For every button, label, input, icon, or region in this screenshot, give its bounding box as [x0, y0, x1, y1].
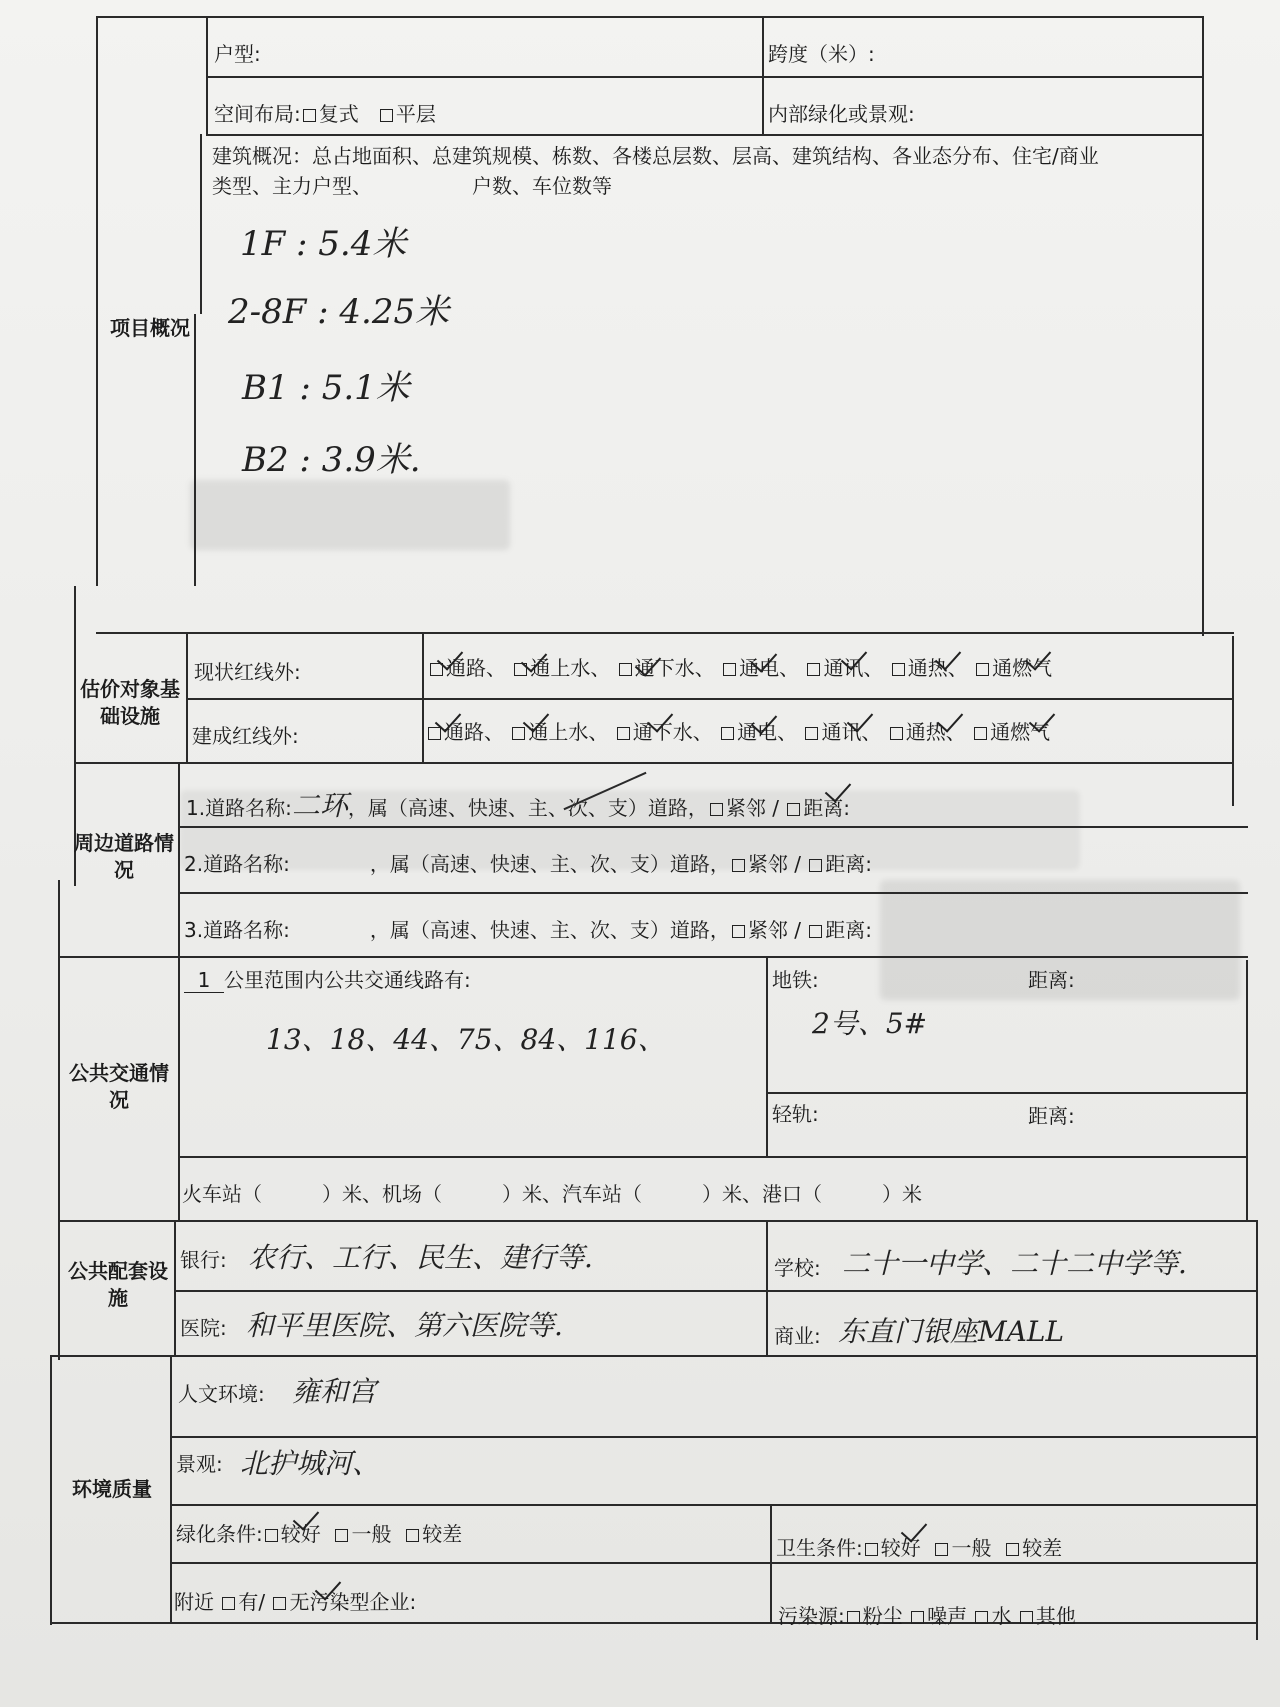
road-1-class: ，属（高速、快速、主、次、支）道路，: [347, 796, 708, 820]
sanitation-normal-checkbox[interactable]: [935, 1543, 948, 1556]
road-1-distance-checkbox[interactable]: [787, 803, 800, 816]
sanitation-good-label: 较好: [880, 1536, 921, 1560]
other-label: 其他: [1035, 1604, 1076, 1628]
water-supply-label: 通上水、: [530, 656, 611, 680]
power-label: 通电、: [737, 720, 798, 744]
flat-checkbox[interactable]: [380, 109, 393, 122]
greening-normal-checkbox[interactable]: [335, 1529, 348, 1542]
noise-label: 噪声: [927, 1604, 968, 1628]
subway-distance-label: 距离:: [1028, 968, 1075, 992]
drainage-label: 通下水、: [632, 720, 713, 744]
road-1-row: [186, 784, 850, 824]
pollution-enterprise-row: [174, 1586, 416, 1615]
sanitation-label: 卫生条件:: [776, 1536, 863, 1560]
light-rail-label: 轻轨:: [772, 1102, 819, 1126]
section-infrastructure: 估价对象基础设施: [80, 677, 180, 728]
greening-condition-label: 绿化条件:: [176, 1522, 263, 1546]
greening-label: 内部绿化或景观:: [768, 102, 915, 126]
drainage-label: 通下水、: [634, 656, 715, 680]
dust-checkbox[interactable]: [847, 1611, 860, 1624]
pollution-source-row: [778, 1600, 1076, 1629]
heating-label: 通热、: [905, 720, 966, 744]
road-1-distance-label: 距离:: [803, 796, 851, 820]
handwritten-floor-height-b2: B2 : 3.9米.: [242, 440, 421, 480]
road-3-row: [184, 914, 872, 943]
road-checkbox[interactable]: [428, 727, 441, 740]
road-label: 通路、: [444, 720, 504, 744]
road-2-adjacent-label: 紧邻: [747, 852, 788, 876]
stations-distance-row: 火车站（ ）米、机场（ ）米、汽车站（ ）米、港口（ ）米: [182, 1182, 922, 1206]
water-checkbox[interactable]: [975, 1611, 988, 1624]
no-pollution-checkbox[interactable]: [273, 1597, 286, 1610]
pollution-source-label: 污染源:: [778, 1604, 845, 1628]
sanitation-poor-checkbox[interactable]: [1006, 1543, 1019, 1556]
light-rail-distance-label: 距离:: [1028, 1104, 1075, 1128]
layout-field: [214, 98, 436, 127]
road-2-label: 2.道路名称:: [184, 852, 290, 876]
flat-label: 平层: [395, 102, 436, 126]
greening-poor-label: 较差: [422, 1522, 463, 1546]
sanitation-poor-label: 较差: [1022, 1536, 1063, 1560]
road-2-row: [184, 848, 872, 877]
road-label: 通路、: [446, 656, 506, 680]
culture-label: 人文环境:: [178, 1382, 265, 1406]
commerce-label: 商业:: [774, 1324, 821, 1348]
built-redline-label: 建成红线外:: [192, 724, 299, 748]
scenery-handwritten: 北护城河、: [240, 1447, 381, 1480]
no-pollution-label: 无污染型企业:: [289, 1590, 417, 1614]
power-checkbox[interactable]: [721, 727, 734, 740]
greening-condition-row: [176, 1518, 462, 1547]
water-supply-label: 通上水、: [528, 720, 609, 744]
greening-good-label: 较好: [280, 1522, 321, 1546]
scenery-label: 景观:: [176, 1452, 223, 1476]
culture-handwritten: 雍和宫: [292, 1375, 377, 1408]
drainage-checkbox[interactable]: [617, 727, 630, 740]
power-checkbox[interactable]: [723, 663, 736, 676]
heating-checkbox[interactable]: [892, 663, 905, 676]
road-2-class: ，属（高速、快速、主、次、支）道路，: [369, 852, 730, 876]
other-checkbox[interactable]: [1020, 1611, 1033, 1624]
section-environment-quality: 环境质量: [72, 1477, 152, 1501]
current-redline-label: 现状红线外:: [194, 660, 301, 684]
road-3-label: 3.道路名称:: [184, 918, 290, 942]
duplex-label: 复式: [318, 102, 359, 126]
greening-poor-checkbox[interactable]: [406, 1529, 419, 1542]
road-3-distance-label: 距离:: [825, 918, 873, 942]
section-public-transit: 公共交通情况: [69, 1061, 169, 1112]
dust-label: 粉尘: [862, 1604, 903, 1628]
water-supply-checkbox[interactable]: [512, 727, 525, 740]
water-label: 水: [991, 1604, 1012, 1628]
sanitation-condition-row: [776, 1532, 1062, 1561]
has-label: 有/: [238, 1590, 266, 1614]
road-2-slash: /: [794, 852, 801, 876]
handwritten-floor-height-2-8f: 2-8F : 4.25米: [228, 292, 450, 332]
road-3-slash: /: [794, 918, 801, 942]
telecom-label: 通讯、: [823, 656, 884, 680]
current-infra-options: [428, 652, 1052, 681]
commerce-handwritten: 东直门银座MALL: [838, 1315, 1065, 1348]
power-label: 通电、: [739, 656, 800, 680]
section-public-facilities: 公共配套设施: [68, 1259, 168, 1310]
gas-checkbox[interactable]: [974, 727, 987, 740]
school-handwritten: 二十一中学、二十二中学等.: [842, 1247, 1187, 1280]
road-1-slash: /: [772, 796, 779, 820]
span-label: 跨度（米）:: [768, 42, 875, 66]
road-3-distance-checkbox[interactable]: [809, 925, 822, 938]
school-label: 学校:: [774, 1256, 821, 1280]
road-2-distance-checkbox[interactable]: [809, 859, 822, 872]
nearby-label: 附近: [174, 1590, 214, 1614]
subway-label: 地铁:: [772, 968, 819, 992]
overview-line2b: 户数、车位数等: [472, 174, 612, 198]
heating-checkbox[interactable]: [890, 727, 903, 740]
overview-text-line2: [212, 170, 612, 199]
road-3-class: ，属（高速、快速、主、次、支）道路，: [369, 918, 730, 942]
road-3-adjacent-checkbox[interactable]: [732, 925, 745, 938]
sanitation-normal-label: 一般: [951, 1536, 992, 1560]
gas-label: 通燃气: [990, 720, 1051, 744]
section-surrounding-roads: 周边道路情况: [74, 831, 174, 882]
heating-label: 通热、: [907, 656, 968, 680]
bus-radius-km: 1: [184, 968, 224, 993]
greening-good-checkbox[interactable]: [265, 1529, 278, 1542]
telecom-checkbox[interactable]: [807, 663, 820, 676]
bank-handwritten: 农行、工行、民生、建行等.: [248, 1241, 593, 1274]
hospital-handwritten: 和平里医院、第六医院等.: [246, 1309, 563, 1342]
bank-label: 银行:: [180, 1248, 227, 1272]
handwritten-floor-height-1f: 1F : 5.4米: [240, 224, 407, 264]
road-3-adjacent-label: 紧邻: [747, 918, 788, 942]
unit-type-label: 户型:: [214, 42, 261, 66]
section-project-overview: 项目概况: [110, 316, 190, 340]
layout-label: 空间布局:: [214, 102, 301, 126]
bus-lines-handwritten: 13、18、44、75、84、116、: [266, 1023, 666, 1056]
has-pollution-checkbox[interactable]: [222, 1597, 235, 1610]
bus-lines-label: 公里范围内公共交通线路有:: [224, 968, 471, 992]
telecom-checkbox[interactable]: [805, 727, 818, 740]
overview-line2a: 类型、主力户型、: [212, 174, 372, 198]
gas-label: 通燃气: [992, 656, 1053, 680]
noise-checkbox[interactable]: [911, 1611, 924, 1624]
road-1-label: 1.道路名称:: [186, 796, 292, 820]
bus-lines-row: [184, 964, 471, 993]
gas-checkbox[interactable]: [976, 663, 989, 676]
drainage-checkbox[interactable]: [619, 663, 632, 676]
overview-text-line1: 建筑概况：总占地面积、总建筑规模、栋数、各楼总层数、层高、建筑结构、各业态分布、住宅/商业: [212, 144, 1099, 168]
handwritten-floor-height-b1: B1 : 5.1米: [242, 368, 410, 408]
duplex-checkbox[interactable]: [303, 109, 316, 122]
road-2-distance-label: 距离:: [825, 852, 873, 876]
telecom-label: 通讯、: [821, 720, 882, 744]
road-1-adjacent-label: 紧邻: [725, 796, 766, 820]
hospital-label: 医院:: [180, 1316, 227, 1340]
road-1-adjacent-checkbox[interactable]: [710, 803, 723, 816]
sanitation-good-checkbox[interactable]: [865, 1543, 878, 1556]
road-1-name-handwritten: 二环: [291, 789, 348, 822]
road-2-adjacent-checkbox[interactable]: [732, 859, 745, 872]
subway-lines-handwritten: 2号、5#: [812, 1007, 928, 1040]
greening-normal-label: 一般: [351, 1522, 392, 1546]
